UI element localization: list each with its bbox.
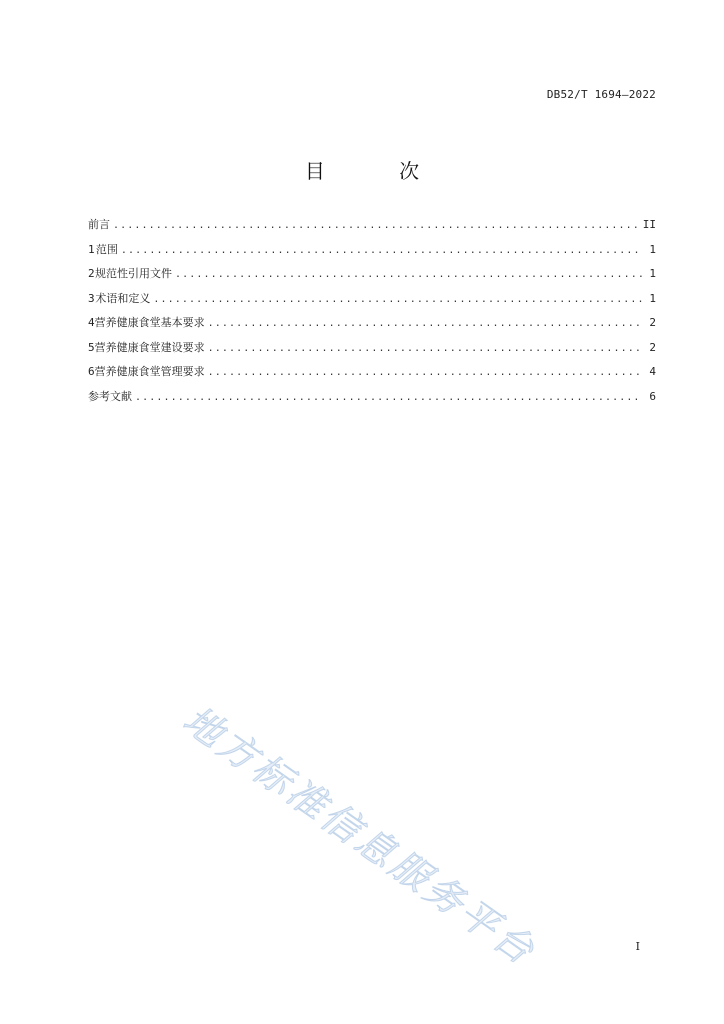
toc-entry-page: II (642, 218, 656, 231)
toc-entry-foreword[interactable] (88, 216, 656, 241)
toc-dot-leader (208, 318, 642, 329)
document-code: DB52/T 1694—2022 (546, 88, 656, 101)
toc-entry-text: 参考文献 (88, 389, 132, 403)
table-of-contents (88, 216, 656, 412)
toc-entry-page: 1 (649, 242, 656, 256)
toc-dot-leader (175, 269, 642, 280)
toc-entry-basic-requirements[interactable] (88, 314, 656, 339)
toc-entry-page: 1 (649, 291, 656, 305)
toc-entry-page: 1 (649, 267, 656, 280)
toc-dot-leader (208, 343, 642, 354)
toc-entry-text: 范围 (95, 242, 118, 256)
toc-entry-page: 2 (649, 316, 656, 329)
toc-entry-page: 2 (649, 340, 656, 354)
page-number: I (635, 940, 640, 953)
toc-dot-leader (153, 294, 642, 305)
toc-entry-text: 营养健康食堂基本要求 (94, 316, 205, 329)
toc-entry-text: 规范性引用文件 (95, 267, 173, 280)
toc-entry-number: 4 (88, 316, 95, 329)
toc-dot-leader (135, 392, 642, 403)
toc-entry-page: 4 (649, 365, 656, 378)
toc-dot-leader (113, 220, 639, 231)
toc-entry-bibliography[interactable] (88, 388, 656, 413)
toc-entry-scope[interactable] (88, 241, 656, 266)
toc-entry-number: 6 (88, 365, 95, 378)
toc-entry-text: 营养健康食堂建设要求 (94, 340, 205, 354)
toc-dot-leader (121, 245, 642, 256)
toc-entry-text: 前言 (88, 218, 110, 231)
toc-entry-text: 术语和定义 (95, 291, 151, 305)
toc-dot-leader (208, 367, 642, 378)
toc-entry-terms-definitions[interactable] (88, 290, 656, 315)
toc-entry-normative-references[interactable] (88, 265, 656, 290)
toc-entry-text: 营养健康食堂管理要求 (94, 365, 205, 378)
toc-entry-page: 6 (649, 389, 656, 403)
toc-entry-construction-requirements[interactable] (88, 339, 656, 364)
toc-entry-number: 5 (88, 340, 95, 354)
watermark: 地方标准信息服务平台 (175, 697, 545, 975)
toc-entry-number: 3 (88, 291, 95, 305)
toc-entry-number: 1 (88, 242, 95, 256)
toc-title: 目 次 (304, 159, 454, 183)
toc-entry-management-requirements[interactable] (88, 363, 656, 388)
toc-entry-number: 2 (88, 267, 95, 280)
